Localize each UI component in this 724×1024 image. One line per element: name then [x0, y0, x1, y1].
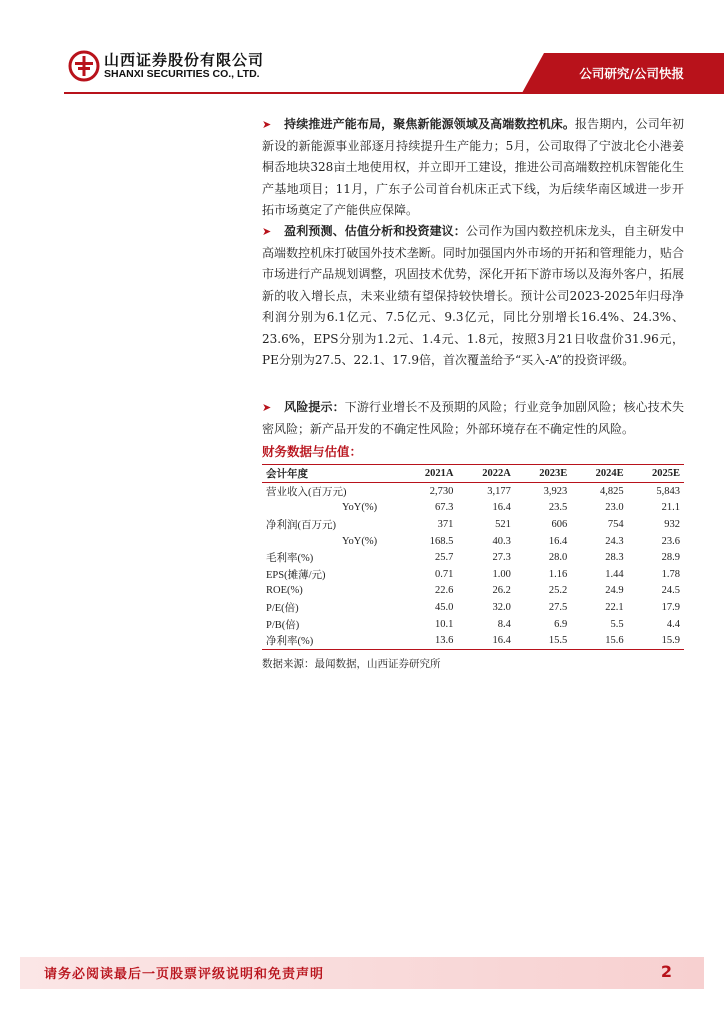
table-cell: 22.1: [605, 601, 624, 613]
table-header-row: [262, 465, 684, 483]
row-label: ROE(%): [266, 585, 303, 597]
table-cell: 754: [607, 518, 624, 530]
bullet-arrow-icon: ➤: [262, 401, 272, 414]
table-cell: 40.3: [492, 535, 511, 547]
table-cell: 23.6: [661, 535, 680, 547]
row-label: 净利润(百万元): [266, 519, 336, 531]
table-row: [262, 549, 684, 566]
table-cell: 45.0: [435, 601, 454, 613]
row-label: 净利率(%): [262, 632, 400, 649]
table-cell: 24.5: [661, 585, 680, 597]
row-label: EPS(摊薄/元): [266, 569, 326, 581]
bullet-arrow-icon: ➤: [262, 118, 272, 131]
column-header: 2023E: [515, 465, 571, 483]
table-row: [262, 616, 684, 633]
table-cell: 521: [495, 518, 511, 530]
table-row: [262, 483, 684, 500]
table-row: [262, 566, 684, 583]
paragraph-lead: 风险提示：: [284, 400, 345, 414]
table-cell: 3,177: [487, 485, 511, 497]
table-cell: 168.5: [429, 535, 454, 547]
row-label: 营业收入(百万元): [266, 486, 347, 498]
footer-disclaimer: 请务必阅读最后一页股票评级说明和免责声明: [44, 967, 325, 982]
table-cell: 24.3: [605, 535, 624, 547]
company-name-cn: 山西证券股份有限公司: [104, 51, 265, 69]
table-cell: 16.4: [457, 632, 514, 649]
row-label: P/B(倍): [266, 619, 300, 631]
table-cell: 26.2: [492, 585, 511, 597]
paragraph-risk: [262, 397, 684, 440]
table-cell: 28.3: [605, 552, 624, 564]
table-cell: 67.3: [435, 502, 454, 514]
table-cell: 5,843: [656, 485, 680, 497]
table-cell: 15.9: [628, 632, 684, 649]
table-cell: 24.9: [605, 585, 624, 597]
table-cell: 1.44: [605, 568, 624, 580]
financial-table: [262, 464, 684, 650]
table-cell: 16.4: [548, 535, 568, 547]
row-label: YoY(%): [342, 502, 378, 514]
company-logo-icon: [68, 50, 100, 82]
paragraph-forecast: [262, 221, 684, 372]
paragraph-body: 下游行业增长不及预期的风险；行业竞争加剧风险；核心技术失密风险；新产品开发的不确定性风险；外部环境存在不确定性的风险。: [262, 400, 684, 436]
column-header: 2024E: [571, 465, 627, 483]
table-cell: 27.3: [492, 552, 511, 564]
table-cell: 25.7: [435, 552, 454, 564]
table-body: [262, 483, 684, 650]
table-cell: 28.0: [548, 552, 568, 564]
table-cell: 8.4: [497, 618, 511, 630]
data-source-note: 数据来源：最闻数据，山西证券研究所: [262, 658, 441, 670]
table-cell: 22.6: [435, 585, 454, 597]
table-title: 财务数据与估值：: [262, 444, 363, 459]
table-cell: 1.16: [548, 568, 568, 580]
table-cell: 1.00: [492, 568, 511, 580]
table-cell: 4,825: [599, 485, 624, 497]
table-cell: 15.5: [515, 632, 571, 649]
row-label: 毛利率(%): [266, 553, 314, 565]
table-cell: 4.4: [666, 618, 680, 630]
table-cell: 32.0: [492, 601, 511, 613]
table-cell: 1.78: [661, 568, 680, 580]
header-divider: [64, 92, 724, 94]
column-header: 2025E: [628, 465, 684, 483]
table-cell: 371: [437, 518, 454, 530]
table-cell: 23.5: [548, 502, 568, 514]
table-cell: 0.71: [435, 568, 454, 580]
table-cell: 10.1: [435, 618, 454, 630]
table-cell: 17.9: [661, 601, 680, 613]
table-row: [262, 500, 684, 517]
table-row: [262, 516, 684, 533]
row-label: P/E(倍): [266, 602, 299, 614]
column-header: 会计年度: [262, 465, 400, 483]
table-row: [262, 599, 684, 616]
paragraph-lead: 盈利预测、估值分析和投资建议：: [284, 224, 466, 238]
table-cell: 2,730: [429, 485, 454, 497]
table-row: [262, 632, 684, 649]
section-banner: [522, 53, 724, 93]
paragraph-body: 报告期内，公司年初新设的新能源事业部逐月持续提升生产能力；5月，公司取得了宁波北仑小港姜桐岙地块328亩土地使用权，并立即开工建设，推进公司高端数控机床智能化生产基地项目；11月，广东子公司首台机床正式下线，为后续华南区域进一步开拓市场奠定了产能供应保障。: [262, 117, 684, 217]
table-cell: 21.1: [661, 502, 680, 514]
paragraph-lead: 持续推进产能布局，聚焦新能源领域及高端数控机床。: [284, 117, 576, 131]
column-header: 2022A: [457, 465, 514, 483]
table-row: [262, 583, 684, 600]
paragraph-capacity: [262, 114, 684, 222]
table-cell: 23.0: [605, 502, 624, 514]
table-cell: 25.2: [548, 585, 568, 597]
section-label: 公司研究/公司快报: [579, 66, 684, 81]
company-name-en: SHANXI SECURITIES CO., LTD.: [104, 68, 260, 80]
table-cell: 15.6: [571, 632, 627, 649]
table-cell: 27.5: [548, 601, 568, 613]
page-number: 2: [660, 962, 672, 981]
table-cell: 932: [664, 518, 680, 530]
column-header: 2021A: [400, 465, 457, 483]
paragraph-body: 公司作为国内数控机床龙头，自主研发中高端数控机床打破国外技术垄断。同时加强国内外市场的开拓和管理能力，贴合市场进行产品规划调整，巩固技术优势，深化开拓下游市场以及海外客户，拓展新的收入增长点，未来业绩有望保持较快增长。预计公司2023-2025年归母净利润分别为6.1亿元、7.5亿元、9.3亿元，同比分别增长16.4%、24.3%、23.6%，EPS分别为1.2元、1.4元、1.8元，按照3月21日收盘价31.96元，PE分别为27.5、22.1、17.9倍，首次覆盖给予“买入-A”的投资评级。: [262, 224, 684, 367]
table-cell: 28.9: [661, 552, 680, 564]
table-cell: 5.5: [610, 618, 624, 630]
table-cell: 16.4: [492, 502, 511, 514]
bullet-arrow-icon: ➤: [262, 225, 272, 238]
row-label: YoY(%): [342, 535, 378, 547]
table-row: [262, 533, 684, 550]
table-cell: 13.6: [400, 632, 457, 649]
table-cell: 606: [551, 518, 568, 530]
table-cell: 3,923: [543, 485, 568, 497]
table-cell: 6.9: [554, 618, 568, 630]
